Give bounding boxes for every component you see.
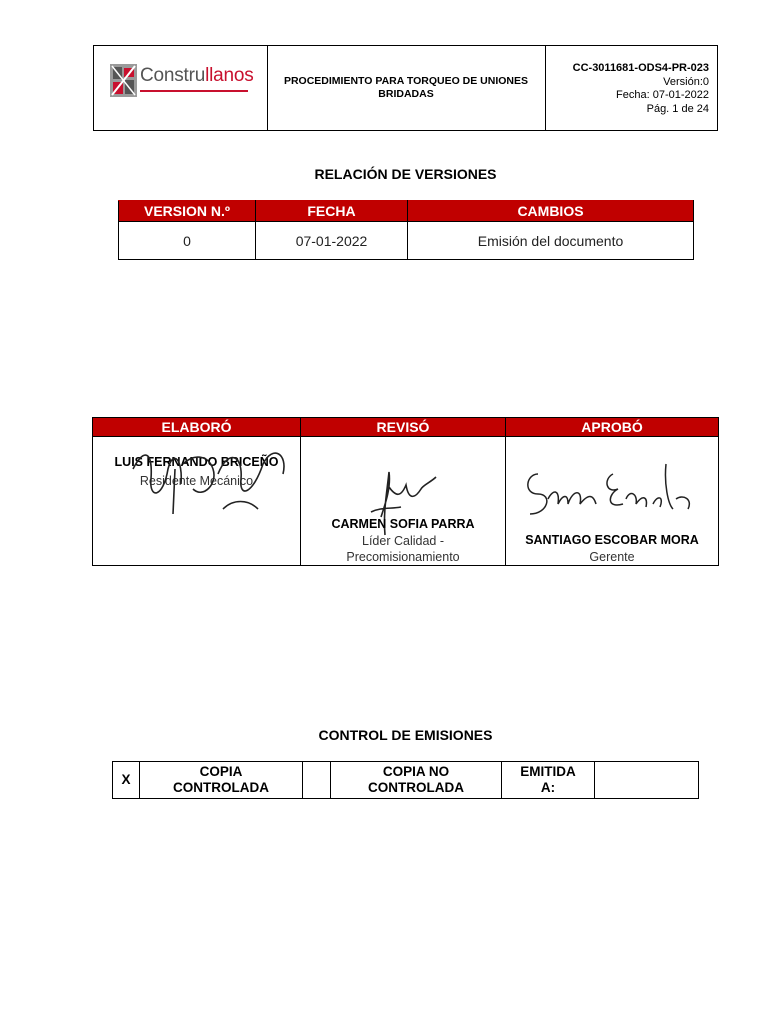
emissions-title: CONTROL DE EMISIONES: [318, 727, 493, 743]
versions-header-row: [119, 201, 694, 222]
uncontrolled-copy-mark[interactable]: [303, 762, 331, 799]
document-title: PROCEDIMIENTO PARA TORQUEO DE UNIONES BRIDADAS: [267, 46, 546, 130]
elaboro-cell: [93, 437, 301, 566]
uncontrolled-copy-line1: COPIA NO: [382, 764, 450, 779]
document-header: [93, 45, 718, 131]
controlled-copy-line1: COPIA: [199, 764, 243, 779]
document-meta: [546, 62, 709, 116]
document-date: Fecha: 07-01-2022: [616, 89, 709, 101]
aprobo-role: Gerente: [589, 550, 635, 564]
reviso-cell: [301, 437, 506, 566]
elaboro-role: Residente Mecánico: [139, 474, 254, 488]
controlled-copy-label: [140, 762, 303, 799]
document-version: Versión:0: [663, 75, 709, 88]
issued-to-label: [502, 762, 595, 799]
uncontrolled-copy-label: [331, 762, 502, 799]
versions-title: RELACIÓN DE VERSIONES: [314, 166, 497, 182]
reviso-role-line1: Líder Calidad -: [362, 534, 444, 548]
emissions-table: [112, 761, 699, 799]
signatures-table: [92, 417, 719, 566]
signatures-header-row: [93, 418, 719, 437]
column-header-elaboro: ELABORÓ: [93, 418, 301, 437]
issued-to-line2: A:: [540, 780, 556, 795]
signatures-row: [93, 437, 719, 566]
aprobo-signature: [518, 459, 708, 529]
document-code: CC-3011681-ODS4-PR-023: [572, 62, 709, 74]
controlled-copy-mark[interactable]: X: [113, 762, 140, 799]
version-number: 0: [119, 222, 256, 260]
versions-table: [118, 200, 694, 260]
reviso-role-line2: Precomisionamiento: [346, 550, 460, 564]
construllanos-logo-icon: [110, 64, 137, 97]
logo-wordmark: Construllanos: [140, 65, 254, 86]
issued-to-field[interactable]: [595, 762, 699, 799]
aprobo-cell: [506, 437, 719, 566]
document-page: Pág. 1 de 24: [646, 102, 709, 115]
version-changes: Emisión del documento: [408, 222, 694, 260]
reviso-name: CARMEN SOFIA PARRA: [331, 517, 475, 531]
logo-cell: [94, 46, 268, 130]
uncontrolled-copy-line2: CONTROLADA: [368, 780, 464, 795]
column-header-date: FECHA: [256, 201, 408, 222]
aprobo-name: SANTIAGO ESCOBAR MORA: [525, 533, 699, 547]
version-date: 07-01-2022: [256, 222, 408, 260]
issued-to-line1: EMITIDA: [520, 764, 576, 779]
column-header-reviso: REVISÓ: [301, 418, 506, 437]
column-header-version: VERSION N.º: [119, 201, 256, 222]
column-header-changes: CAMBIOS: [408, 201, 694, 222]
logo-underline: [140, 90, 248, 92]
table-row: [119, 222, 694, 260]
elaboro-name: LUIS FERNANDO BRICEÑO: [114, 455, 279, 469]
controlled-copy-line2: CONTROLADA: [173, 780, 269, 795]
column-header-aprobo: APROBÓ: [506, 418, 719, 437]
emissions-row: [113, 762, 699, 799]
